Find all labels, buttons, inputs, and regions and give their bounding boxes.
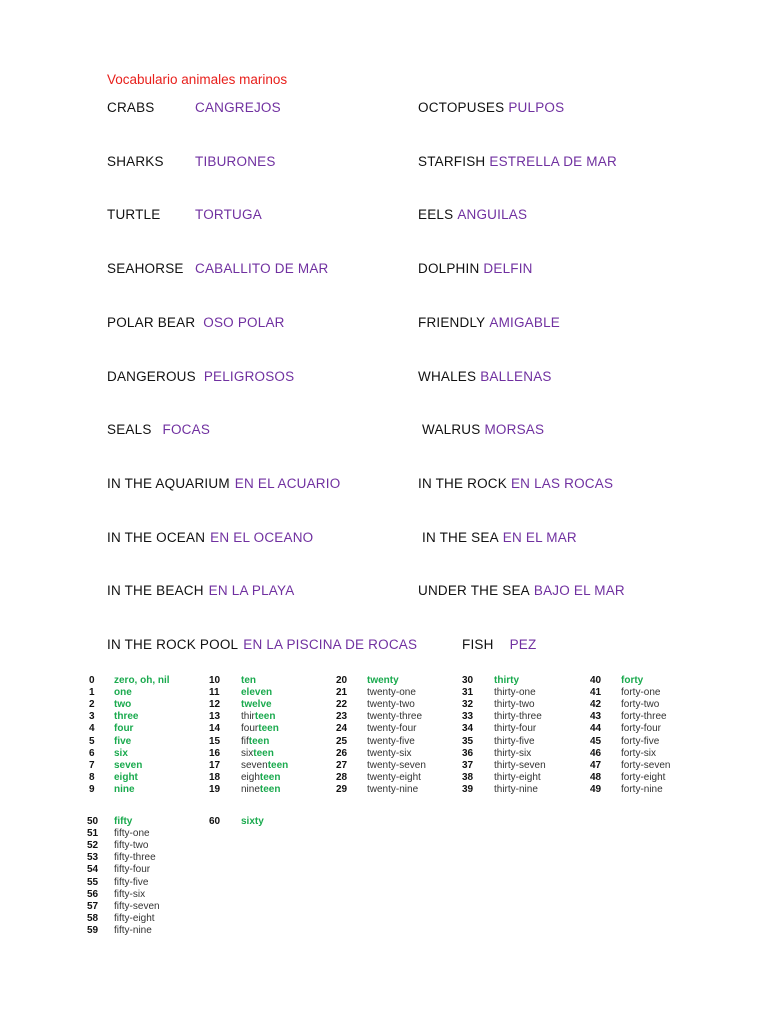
number-word: fifty-four: [114, 864, 151, 876]
number-digit: 34: [462, 723, 474, 735]
number-word: fifty-nine: [114, 924, 152, 936]
number-word: forty-two: [621, 699, 660, 711]
spanish-translation: CANGREJOS: [195, 100, 281, 115]
spanish-translation: EN LA PISCINA DE ROCAS: [243, 637, 418, 652]
left-vocab-row: [107, 637, 417, 652]
number-word: fifty-seven: [114, 900, 160, 912]
number-digit: 2: [89, 699, 95, 711]
english-word: IN THE ROCK POOL: [107, 637, 239, 652]
number-word: forty-eight: [621, 771, 666, 783]
number-word-stem: fif: [241, 735, 249, 747]
number-digit: 33: [462, 711, 474, 723]
spanish-translation: ESTRELLA DE MAR: [489, 153, 617, 169]
number-word-stem: seven: [241, 759, 268, 771]
number-word: twenty-four: [367, 723, 417, 735]
number-digit: 28: [336, 771, 348, 783]
number-word: three: [114, 711, 139, 723]
page-title: Vocabulario animales marinos: [107, 72, 288, 87]
left-vocab-row: [107, 583, 294, 598]
right-vocab-row: [418, 154, 617, 169]
spanish-translation: EN EL MAR: [502, 529, 577, 545]
number-digit: 31: [462, 687, 474, 699]
number-word: twenty-seven: [367, 759, 426, 771]
number-digit: 5: [89, 735, 95, 747]
number-digit: 11: [209, 687, 220, 699]
number-word-stem: eigh: [241, 771, 260, 783]
number-word: zero, oh, nil: [114, 675, 170, 686]
number-word: two: [114, 699, 132, 711]
right-vocab-row: [418, 100, 564, 115]
number-word-suffix: teen: [248, 735, 270, 747]
number-digit: 23: [336, 711, 348, 723]
left-vocab-row: [107, 315, 285, 330]
number-digit: 10: [209, 675, 221, 686]
spanish-translation: BALLENAS: [480, 368, 552, 384]
left-vocab-row: [107, 530, 313, 545]
number-digit: 56: [87, 888, 99, 900]
left-vocab-row: [107, 369, 294, 384]
number-word: forty-five: [621, 735, 660, 747]
number-digit: 24: [336, 723, 348, 735]
number-digit: 60: [209, 816, 221, 827]
number-word-stem: six: [241, 747, 254, 759]
number-word: eight: [114, 771, 138, 783]
number-word: one: [114, 687, 132, 699]
number-digit: 45: [590, 735, 602, 747]
number-word: five: [114, 735, 132, 747]
right-vocab-row: [418, 583, 625, 598]
number-word: forty-three: [621, 711, 667, 723]
spanish-translation: FOCAS: [162, 422, 211, 438]
number-word-suffix: teen: [267, 759, 289, 771]
number-digit: 21: [336, 687, 348, 699]
number-digit: 43: [590, 711, 602, 723]
english-word: SHARKS: [107, 153, 164, 169]
number-word: fifty-five: [114, 876, 149, 888]
number-word: [241, 748, 274, 760]
right-vocab-row: [422, 530, 577, 545]
number-word: thirty-seven: [494, 759, 546, 771]
number-digit: 46: [590, 747, 602, 759]
english-word: CRABS: [107, 100, 155, 115]
number-word-stem: nine: [241, 783, 260, 795]
number-word: sixty: [241, 816, 264, 827]
number-word: twenty-eight: [367, 771, 421, 783]
number-word: thirty-six: [494, 747, 532, 759]
english-word: WHALES: [418, 368, 477, 384]
spanish-translation: EN EL OCEANO: [210, 529, 314, 545]
number-digit: 48: [590, 771, 602, 783]
number-word: forty-four: [621, 723, 662, 735]
spanish-translation: EN LA PLAYA: [208, 583, 295, 599]
number-digit: 8: [89, 771, 95, 783]
left-vocab-row: [107, 100, 281, 115]
right-vocab-row: [418, 315, 560, 330]
left-vocab-row: [107, 422, 210, 437]
number-digit: 53: [87, 852, 99, 864]
number-word: thirty: [494, 675, 519, 686]
number-word: thirty-one: [494, 687, 536, 699]
number-word: twenty-two: [367, 699, 415, 711]
english-word: IN THE BEACH: [107, 583, 204, 599]
right-vocab-row: [418, 261, 533, 276]
number-digit: 6: [89, 747, 95, 759]
number-digit: 4: [89, 723, 95, 735]
number-word: thirty-eight: [494, 771, 541, 783]
number-digit: 59: [87, 924, 99, 936]
english-word: SEALS: [107, 422, 152, 438]
number-word: twenty-one: [367, 687, 416, 699]
spanish-translation: OSO POLAR: [203, 314, 285, 330]
right-vocab-row: [418, 476, 613, 491]
number-digit: 54: [87, 864, 99, 876]
number-word: fifty: [114, 816, 133, 827]
number-word-suffix: teen: [259, 783, 281, 795]
english-word: TURTLE: [107, 207, 161, 223]
number-word: [241, 760, 288, 772]
number-word-suffix: teen: [253, 747, 274, 759]
spanish-translation: TORTUGA: [195, 207, 262, 223]
number-word: six: [114, 747, 128, 759]
right-vocab-row: [418, 369, 552, 384]
number-digit: 30: [462, 675, 474, 686]
number-word: twenty-three: [367, 711, 423, 723]
spanish-translation: PEZ: [509, 637, 537, 652]
number-word: fifty-eight: [114, 912, 155, 924]
number-digit: 47: [590, 759, 602, 771]
english-word: FISH: [462, 637, 494, 652]
number-word: twenty-five: [367, 735, 415, 747]
number-digit: 55: [87, 876, 99, 888]
spanish-translation: ANGUILAS: [457, 207, 528, 223]
english-word: OCTOPUSES: [418, 100, 505, 115]
english-word: STARFISH: [418, 153, 486, 169]
number-digit: 29: [336, 783, 348, 795]
number-digit: 40: [590, 675, 602, 686]
number-word: [241, 784, 280, 796]
number-digit: 15: [209, 735, 221, 747]
number-word: forty: [621, 675, 644, 686]
spanish-translation: TIBURONES: [195, 153, 276, 169]
number-word: eleven: [241, 687, 273, 699]
english-word: IN THE AQUARIUM: [107, 475, 230, 491]
number-digit: 3: [89, 711, 95, 723]
number-word: twelve: [241, 699, 272, 711]
spanish-translation: EN EL ACUARIO: [234, 475, 341, 491]
right-vocab-row: [422, 422, 544, 437]
number-word-suffix: teen: [259, 771, 281, 783]
english-word: WALRUS: [422, 422, 481, 438]
number-digit: 38: [462, 771, 474, 783]
number-word: thirty-nine: [494, 783, 538, 795]
number-word: fifty-one: [114, 828, 150, 840]
number-digit: 36: [462, 747, 474, 759]
number-word: fifty-two: [114, 840, 149, 852]
number-digit: 58: [87, 912, 99, 924]
number-digit: 57: [87, 900, 99, 912]
number-digit: 22: [336, 699, 348, 711]
number-digit: 52: [87, 840, 99, 852]
number-digit: 35: [462, 735, 474, 747]
number-word-suffix: teen: [258, 723, 279, 735]
number-word: ten: [241, 675, 256, 686]
english-word: IN THE ROCK: [418, 475, 507, 491]
left-vocab-row: [107, 154, 276, 169]
number-word: thirty-four: [494, 723, 537, 735]
number-digit: 49: [590, 783, 602, 795]
number-digit: 17: [209, 759, 221, 771]
number-word: twenty-six: [367, 747, 412, 759]
number-digit: 51: [87, 828, 99, 840]
english-word: DANGEROUS: [107, 368, 196, 384]
number-digit: 26: [336, 747, 348, 759]
number-word: thirty-three: [494, 711, 542, 723]
number-word: fifty-three: [114, 852, 156, 864]
left-vocab-row: [107, 476, 340, 491]
number-word: twenty: [367, 675, 399, 686]
english-word: UNDER THE SEA: [418, 583, 530, 599]
number-word: seven: [114, 759, 143, 771]
number-word: forty-seven: [621, 759, 671, 771]
number-digit: 50: [87, 816, 99, 827]
number-digit: 27: [336, 759, 348, 771]
spanish-translation: EN LAS ROCAS: [510, 475, 614, 491]
number-word: nine: [114, 783, 135, 795]
number-word: forty-one: [621, 687, 661, 699]
number-word: thirty-two: [494, 699, 535, 711]
number-word: forty-six: [621, 747, 656, 759]
number-digit: 42: [590, 699, 602, 711]
number-digit: 0: [89, 675, 95, 686]
number-digit: 37: [462, 759, 474, 771]
number-digit: 32: [462, 699, 474, 711]
left-vocab-row: [107, 207, 262, 222]
number-digit: 44: [590, 723, 602, 735]
number-word: [241, 772, 280, 784]
number-word: twenty-nine: [367, 783, 419, 795]
number-word: four: [114, 723, 134, 735]
number-digit: 25: [336, 735, 348, 747]
spanish-translation: DELFIN: [483, 261, 533, 277]
number-word-suffix: teen: [254, 711, 276, 723]
spanish-translation: PULPOS: [508, 100, 565, 115]
english-word: IN THE SEA: [422, 529, 499, 545]
number-word-stem: four: [241, 723, 259, 735]
number-digit: 20: [336, 675, 348, 686]
english-word: IN THE OCEAN: [107, 529, 206, 545]
number-digit: 18: [209, 771, 221, 783]
english-word: EELS: [418, 207, 454, 223]
number-digit: 39: [462, 783, 474, 795]
number-digit: 41: [590, 687, 602, 699]
number-word: [241, 736, 269, 748]
english-word: DOLPHIN: [418, 261, 480, 277]
spanish-translation: CABALLITO DE MAR: [195, 261, 329, 277]
number-word: thirty-five: [494, 735, 535, 747]
english-word: FRIENDLY: [418, 314, 486, 330]
number-digit: 9: [89, 783, 95, 795]
number-word: fifty-six: [114, 888, 146, 900]
number-digit: 12: [209, 699, 221, 711]
number-word: forty-nine: [621, 783, 663, 795]
spanish-translation: MORSAS: [484, 422, 545, 438]
left-vocab-row: [107, 261, 329, 276]
spanish-translation: AMIGABLE: [489, 314, 560, 330]
number-digit: 14: [209, 723, 221, 735]
number-digit: 16: [209, 747, 221, 759]
number-word: [241, 711, 275, 723]
spanish-translation: PELIGROSOS: [203, 368, 295, 384]
right-vocab-row: [462, 637, 536, 652]
number-digit: 1: [89, 687, 95, 699]
right-vocab-row: [418, 207, 527, 222]
number-word-stem: thir: [241, 711, 255, 723]
spanish-translation: BAJO EL MAR: [533, 583, 625, 599]
number-digit: 13: [209, 711, 221, 723]
number-digit: 7: [89, 759, 95, 771]
english-word: POLAR BEAR: [107, 314, 196, 330]
english-word: SEAHORSE: [107, 261, 184, 277]
number-word: [241, 723, 279, 735]
number-digit: 19: [209, 783, 221, 795]
